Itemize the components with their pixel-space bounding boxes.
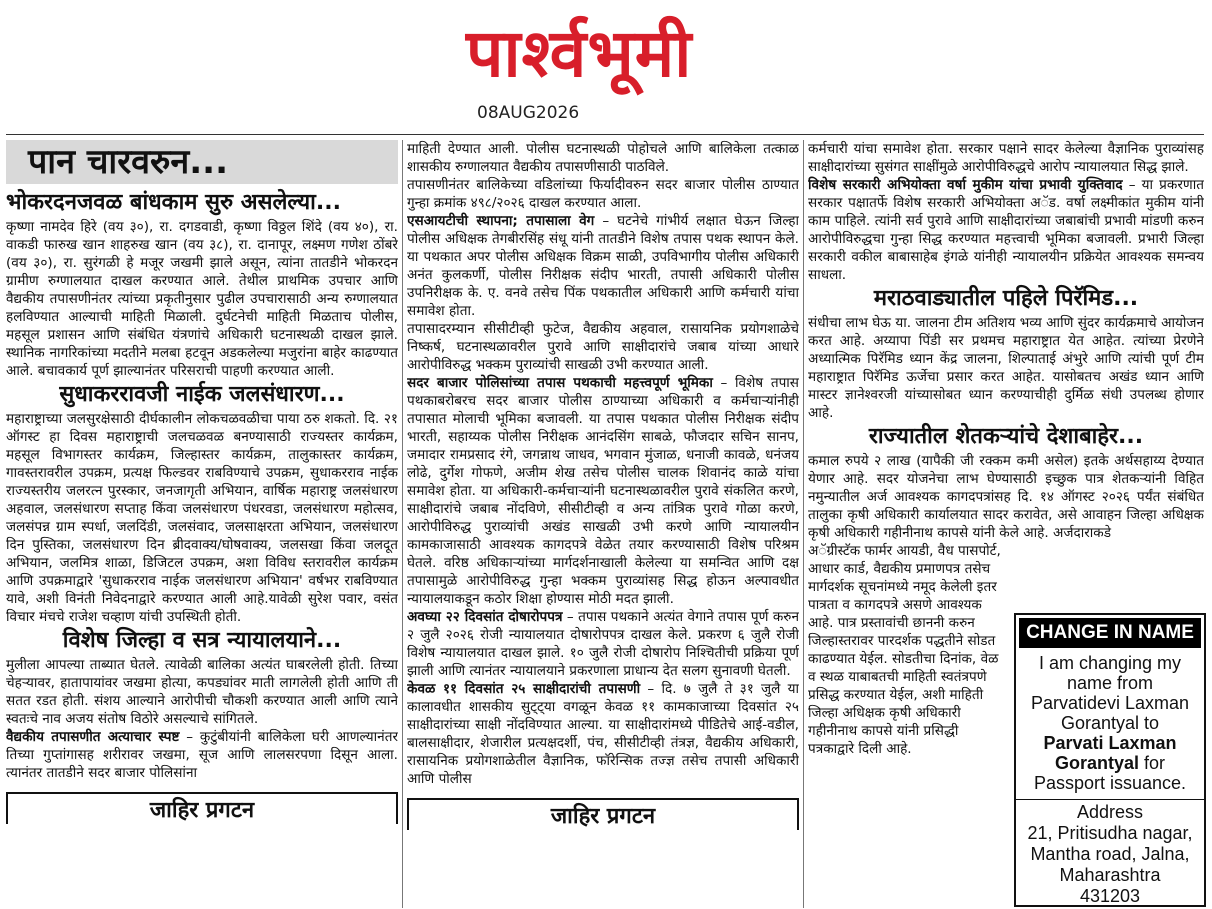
article-body: माहिती देण्यात आली. पोलीस घटनास्थळी पोहोचले आणि बालिकेला तत्काळ शासकीय रुग्णालयात वैद्यकीय तपासणीसाठी पाठविले. (407, 141, 799, 175)
column-divider (803, 140, 804, 908)
notice-box-heading: जाहिर प्रगटन (6, 792, 398, 824)
subheading-body: – विशेष तपास पथकाबरोबरच सदर बाजार पोलीस ठाण्याच्या अधिकारी व कर्मचाऱ्यांनीही तपासात मोलाची भूमिका बजावली. या तपास पथकात पोलीस निरीक्षक संदीप भारती, सहाय्यक पोलीस निरीक्षक आनंदसिंग साबळे, फौजदार सचिन सानप, जमादार रामप्रसाद रंगे, जगन्नाथ जाधव, भगवान मुंजाळ, धनाजी कावळे, धनंजय लोढे, दुर्गेश गोफणे, अजीम शेख तसेच पोलीस चालक शिवानंद काळे यांचा समावेश होता. या अधिकारी-कर्मचाऱ्यांनी घटनास्थळावरील पुरावे संकलित करणे, साक्षीदारांचे जबाब नोंदविणे, सीसीटीव्ही व अन्य तांत्रिक पुरावे गोळा करणे, आरोपीविरुद्ध पुराव्यांची अखंड साखळी उभी करणे आणि न्यायालयीन कामकाजासाठी आवश्यक कागदपत्रे वेळेत तयार करण्यासाठी विशेष परिश्रम घेतले. वरिष्ठ अधिकाऱ्यांच्या मार्गदर्शनाखाली केलेल्या या समन्वित आणि दक्ष तपासामुळे आरोपीविरुद्ध गुन्हा भक्कम पुराव्यांसह सिद्ध होऊन अल्पावधीत न्यायालयाकडून कठोर शिक्षा होण्यास मोठी मदत झाली. (407, 375, 799, 607)
subheading: विशेष सरकारी अभियोक्ता वर्षा मुकीम यांचा प्रभावी युक्तिवाद (808, 177, 1123, 193)
subheading-body: – या प्रकरणात सरकार पक्षातर्फे विशेष सरकारी अभियोक्ता अॅड. वर्षा लक्ष्मीकांत मुकीम यांनी काम पाहिले. त्यांनी सर्व पुरावे आणि साक्षीदारांच्या जबाबांची प्रभावी मांडणी करुन आरोपीविरुद्धचा गुन्हा सिद्ध करण्यात महत्त्वाची भूमिका बजावली. प्रभारी जिल्हा सरकारी वकील बाबासाहेब इंगळे यांनीही न्यायालयीन प्रक्रियेत आवश्यक समन्वय साधला. (808, 177, 1204, 283)
article-body: महाराष्ट्राच्या जलसुरक्षेसाठी दीर्घकालीन लोकचळवळीचा पाया ठरु शकतो. दि. २१ ऑगस्ट हा दिवस महाराष्ट्राची जलचळवळ बनण्यासाठी राज्यस्तर कार्यक्रम, महसूल विभागस्तर कार्यक्रम, जिल्हास्तर कार्यक्रम, तालुकास्तर कार्यक्रम, गावस्तरावरील उपक्रम, प्रत्यक्ष फिल्डवर राबविण्याचे उपक्रम, सुधाकरराव नाईक राज्यस्तरीय जलरत्न पुरस्कार, जनजागृती अभियान, वार्षिक महाराष्ट्र जलसंधारण अहवाल, जलसंधारण सप्ताह किंवा जलसंधारण पंधरवडा, जलसंधारण महोत्सव, जलसंपन्न ग्राम स्पर्धा, जलदिंडी, जलसंवाद, जलसाक्षरता अभियान, जलसंधारण दिन पुस्तिका, जलसंधारण दिन ब्रीदवाक्य/घोषवाक्य, जलसखा किंवा जलदूत अभियान, जलमित्र शाळा, डिजिटल उपक्रम, अशा विविध स्तरावरील कार्यक्रम आणि उपक्रमाद्वारे 'सुधाकरराव नाईक जलसंधारण अभियान' वर्षभर राबविण्यात यावे, अशी विनंती निवेदनाद्वारे करण्यात आली आहे.यावेळी सुरेश पवार, वसंत विचार मंचचे राजेश चव्हाण यांची उपस्थिती होती. (6, 411, 398, 625)
article-paragraph (407, 608, 799, 680)
subheading: केवळ ११ दिवसांत २५ साक्षीदारांची तपासणी (407, 681, 641, 697)
notice-box-heading: जाहिर प्रगटन (407, 798, 799, 830)
article-headline: मराठवाड्यातील पहिले पिरॅमिड... (873, 286, 1139, 311)
subheading: अवघ्या २२ दिवसांत दोषारोपपत्र (407, 609, 563, 625)
issue-date: 08AUG2026 (477, 103, 580, 123)
ad-heading: CHANGE IN NAME (1019, 618, 1201, 648)
ad-address-block (1016, 800, 1204, 909)
subheading: सदर बाजार पोलिसांच्या तपास पथकाची महत्त्वपूर्ण भूमिका (407, 375, 713, 391)
ad-line: I am changing my name from (1038, 653, 1182, 693)
subheading-body: – कुटुंबीयांनी बालिकेला घरी आणल्यानंतर तिच्या गुप्तांगासह शरीरावर जखमा, सूज आणि लालसरपणा दिसून आला. त्यानंतर तातडीने सदर बाजार पोलिसांना (6, 729, 398, 781)
ad-to: to (1144, 713, 1160, 733)
article-paragraph (407, 212, 799, 320)
ad-address-label: Address (1076, 802, 1144, 822)
ad-pin: 431203 (1079, 886, 1141, 906)
article-body: अॅग्रीस्टॅक फार्मर आयडी, वैध पासपोर्ट, आधार कार्ड, वैद्यकीय प्रमाणपत्र तसेच मार्गदर्शक सूचनांमध्ये नमूद केलेली इतर पात्रता व कागदपत्रे असणे आवश्यक आहे. पात्र प्रस्तावांची छाननी करुन जिल्हास्तरावर पारदर्शक पद्धतीने सोडत काढण्यात येईल. सोडतीचा दिनांक, वेळ व स्थळ याबाबतची माहिती स्वतंत्रपणे प्रसिद्ध करण्यात येईल, अशी माहिती जिल्हा अधिक्षक कृषी अधिकारी गहीनीनाथ कापसे यांनी प्रसिद्धी पत्रकाद्वारे दिली आहे. (808, 543, 1001, 757)
subheading-body: – दि. ७ जुलै ते ३१ जुलै या कालावधीत शासकीय सुट्ट्या वगळून केवळ ११ कामकाजाच्या दिवसांत २५ साक्षीदारांच्या साक्षी नोंदविण्यात आल्या. या साक्षीदारांमध्ये पीडितेचे आई-वडील, बालसाक्षीदार, शेजारील प्रत्यक्षदर्शी, पंच, सीसीटीव्ही तंत्रज्ञ, वैद्यकीय अधिकारी, रासायनिक प्रयोगशाळेतील वैज्ञानिक, फॉरेन्सिक तज्ज्ञ तसेच तपासी अधिकारी आणि पोलीस (407, 681, 799, 787)
article-paragraph (407, 374, 799, 608)
article-paragraph (6, 728, 398, 782)
column-left (6, 140, 398, 908)
article-body: कर्मचारी यांचा समावेश होता. सरकार पक्षाने सादर केलेल्या वैज्ञानिक पुराव्यांसह साक्षीदारांच्या सुसंगत साक्षींमुळे आरोपीविरुद्धचे आरोप न्यायालयात सिद्ध झाले. (808, 141, 1204, 175)
article-body: कमाल रुपये २ लाख (यापैकी जी रक्कम कमी असेल) इतके अर्थसहाय्य देण्यात येणार आहे. सदर योजनेचा लाभ घेण्यासाठी इच्छुक पात्र शेतकऱ्यांनी विहित नमुन्यातील अर्ज आवश्यक कागदपत्रांसह दि. १४ ऑगस्ट २०२६ पर्यंत संबंधित तालुका कृषी अधिकारी कार्यालयात सादर करावेत, असे आवाहन जिल्हा अधिक्षक कृषी अधिकारी गहीनीनाथ कापसे यांनी केले आहे. अर्जदाराकडे (808, 453, 1204, 541)
masthead-rule (6, 134, 1204, 135)
column-divider (402, 140, 403, 908)
subheading-body: – तपास पथकाने अत्यंत वेगाने तपास पूर्ण करुन २ जुलै २०२६ रोजी न्यायालयात दोषारोपपत्र दाखल केले. प्रकरण ६ जुलै रोजी विशेष न्यायालयात दाखल झाले. १० जुलै रोजी दोषारोप निश्चितीची प्रक्रिया पूर्ण झाली आणि त्यानंतर न्यायालयाने प्रकरणाला प्राधान्य देत सलग सुनावणी घेतली. (407, 609, 799, 679)
newspaper-logo: पार्श्वभूमी (466, 15, 693, 92)
article-body: मुलीला आपल्या ताब्यात घेतले. त्यावेळी बालिका अत्यंत घाबरलेली होती. तिच्या चेहऱ्यावर, हातापायांवर जखमा होत्या, कपड्यांवर माती लागलेली होती आणि ती सतत रडत होती. संशय आल्याने आरोपीची चौकशी करण्यात आली आणि त्याने स्वतःचे नाव अजय संतोष विठोरे असल्याचे सांगितले. (6, 657, 398, 727)
column-middle (407, 140, 799, 908)
article-body: तपासणीनंतर बालिकेच्या वडिलांच्या फिर्यादीवरुन सदर बाजार पोलीस ठाण्यात गुन्हा क्रमांक ४९८/२०२६ दाखल करण्यात आला. (407, 177, 799, 211)
ad-text (1016, 651, 1204, 795)
article-paragraph (407, 680, 799, 788)
article-headline: राज्यातील शेतकऱ्यांचे देशाबाहेर... (868, 424, 1144, 449)
subheading-body: – घटनेचे गांभीर्य लक्षात घेऊन जिल्हा पोलीस अधिक्षक तेगबीरसिंह संधू यांनी तातडीने विशेष तपास पथक स्थापन केले. या पथकात अपर पोलीस अधिक्षक विक्रम साळी, उपविभागीय पोलीस अधिकारी अनंत कुलकर्णी, पोलीस निरीक्षक संदीप भारती, तपासी अधिकारी पोलीस उपनिरीक्षक के. ए. वनवे तसेच पिंक पथकातील अधिकारी आणि कर्मचारी यांचा समावेश होता. (407, 213, 799, 319)
article-paragraph (808, 176, 1204, 284)
ad-address: 21, Pritisudha nagar, Mantha road, Jalna, Maharashtra (1027, 823, 1193, 885)
article-headline: विशेष जिल्हा व सत्र न्यायालयाने... (62, 628, 342, 653)
article-body: तपासादरम्यान सीसीटीव्ही फुटेज, वैद्यकीय अहवाल, रासायनिक प्रयोगशाळेचे निष्कर्ष, घटनास्थळावरील पुरावे आणि साक्षीदारांचे जबाब यांच्या आधारे आरोपीविरुद्ध भक्कम पुराव्यांची साखळी उभी करण्यात आली. (407, 321, 799, 373)
subheading: एसआयटीची स्थापना; तपासाला वेग (407, 213, 595, 229)
masthead (0, 0, 1212, 130)
ad-new-name: Parvati Laxman Gorantyal (1043, 733, 1177, 773)
ad-old-name: Parvatidevi Laxman Gorantyal (1030, 693, 1190, 733)
subheading: वैद्यकीय तपासणीत अत्याचार स्पष्ट (6, 729, 180, 745)
article-headline: भोकरदनजवळ बांधकाम सुरु असलेल्या... (6, 190, 341, 215)
ad-purpose: for Passport issuance. (1033, 753, 1187, 793)
article-body: कृष्णा नामदेव हिरे (वय ३०), रा. दगडवाडी, कृष्णा विठ्ठल शिंदे (वय ४०), रा. वाकडी फारुख खान शाहरुख खान (वय ३८), रा. दानापूर, लक्ष्मण गणेश ठोंबरे (वय ३०), रा. सुरंगळी हे मजूर जखमी झाले असून, त्यांना तातडीने भोकरदन ग्रामीण रुग्णालयात दाखल करण्यात आले. तेथील प्राथमिक उपचार आणि वैद्यकीय तपासणीनंतर त्यांच्या प्रकृतीनुसार पुढील उपचारासाठी अन्य रुग्णालयात हलविण्यात आल्याची माहिती मिळाली. दुर्घटनेची माहिती मिळताच पोलीस, महसूल प्रशासन आणि संबंधित यंत्रणांचे अधिकारी घटनास्थळी दाखल झाले. स्थानिक नागरिकांच्या मदतीने मलबा हटवून अडकलेल्या मजुरांना बाहेर काढण्यात आले. बचावकार्य पूर्ण झाल्यानंतर परिसराची पाहणी करण्यात आली. (6, 219, 398, 379)
continued-banner: पान चारवरुन... (6, 140, 398, 184)
article-headline: सुधाकररावजी नाईक जलसंधारण... (59, 382, 345, 407)
article-body: संधीचा लाभ घेऊ या. जालना टीम अतिशय भव्य आणि सुंदर कार्यक्रमाचे आयोजन करत आहे. अय्यापा पिंडी सर प्रथमच महाराष्ट्रात येत आहेत. त्यांच्या प्रेरणेने अध्यात्मिक पिरॅमिड ध्यान केंद्र जालना, शिल्पाताई अंभुरे आणि त्यांची पूर्ण टीम महाराष्ट्रात पिरॅमिड ऊर्जेचा प्रसार करत आहेत. यासोबतच अखंड ध्यान आणि मास्टर ज्ञानेश्वरजी यांच्यासोबत ध्यान करण्याचीही दुर्मिळ संधी उपलब्ध होणार आहे. (808, 315, 1204, 421)
change-in-name-ad (1014, 613, 1206, 907)
